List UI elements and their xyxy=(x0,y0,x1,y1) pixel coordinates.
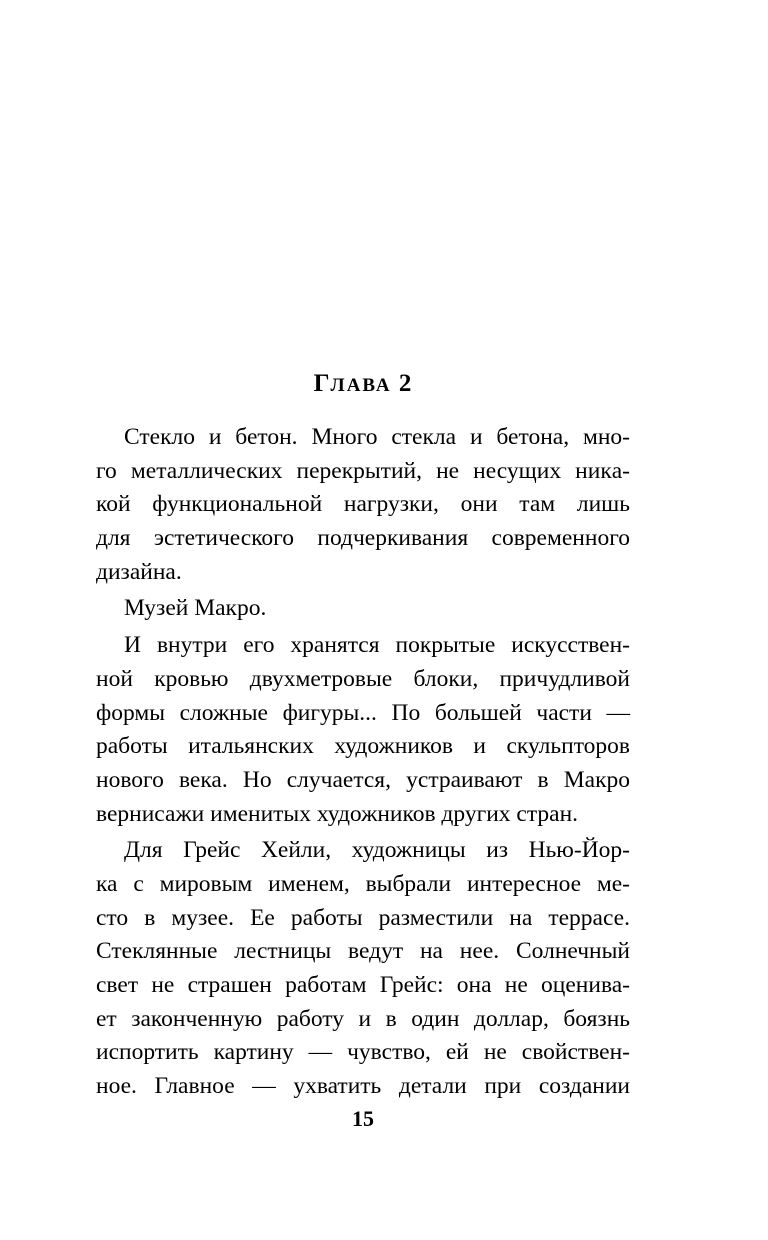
text-line: кой функциональной нагрузки, они там лишь xyxy=(96,491,630,518)
text-line: ет законченную работу и в один доллар, боязнь xyxy=(96,1005,630,1032)
chapter-title-initial: Г xyxy=(313,370,331,397)
text-line: сто в музее. Ее работы разместили на террасе. xyxy=(96,904,630,931)
paragraph xyxy=(96,629,630,831)
text-line: Стеклянные лестницы ведут на нее. Солнечный xyxy=(96,938,630,965)
paragraph xyxy=(96,834,630,1104)
chapter-title xyxy=(96,370,630,398)
text-line: вернисажи именитых художников других стран. xyxy=(96,800,579,827)
text-line: ка с мировым именем, выбрали интересное ме- xyxy=(96,870,630,897)
text-line: нового века. Но случается, устраивают в Макро xyxy=(96,766,630,793)
text-line: работы итальянских художников и скульпторов xyxy=(96,733,630,760)
chapter-number: 2 xyxy=(398,370,413,397)
text-line: ное. Главное — ухватить детали при создании xyxy=(96,1073,630,1100)
book-page xyxy=(96,0,630,1240)
text-line: Стекло и бетон. Много стекла и бетона, мно- xyxy=(124,424,630,450)
text-line: Для Грейс Хейли, художницы из Нью-Йор- xyxy=(124,837,630,864)
text-line: го металлических перекрытий, не несущих никa- xyxy=(96,457,630,484)
page-number: 15 xyxy=(352,1106,374,1131)
paragraph xyxy=(96,592,630,626)
text-line: дизайна. xyxy=(96,558,182,585)
body-text xyxy=(96,421,630,1104)
text-line: свет не страшен работам Грейс: она не оценива- xyxy=(96,972,630,998)
text-line: формы сложные фигуры... По большей части — xyxy=(96,699,630,726)
text-line: Музей Макро. xyxy=(124,595,267,622)
text-line: И внутри его хранятся покрытые искусствен- xyxy=(124,632,630,659)
paragraph xyxy=(96,421,630,589)
text-line: испортить картину — чувство, ей не свойствен- xyxy=(96,1039,630,1066)
chapter-title-word: ЛАВА xyxy=(330,375,392,396)
text-line: ной кровью двухметровые блоки, причудливой xyxy=(96,665,630,692)
text-line: для эстетического подчеркивания современного xyxy=(96,525,630,552)
